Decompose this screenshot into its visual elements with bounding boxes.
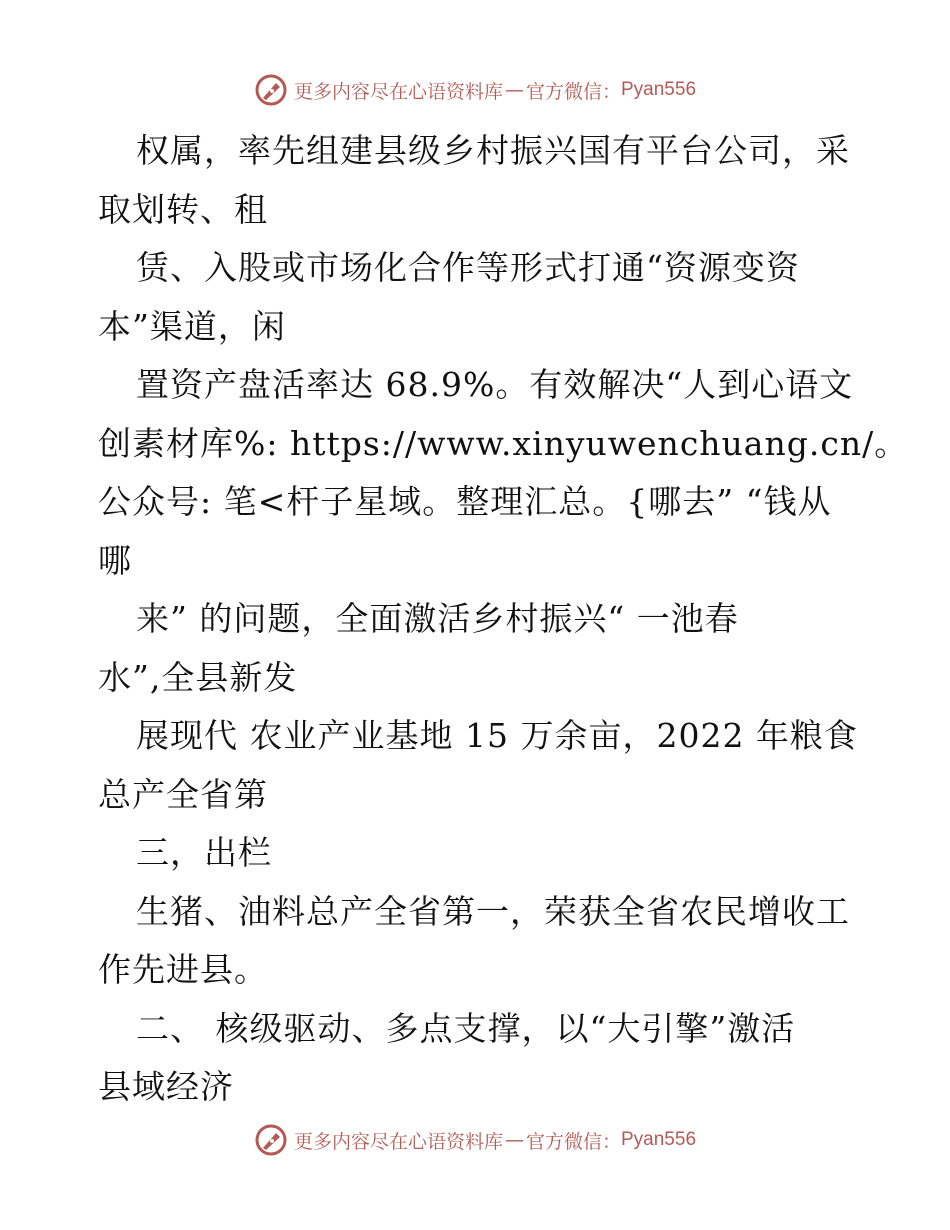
text-line: 三，出栏 xyxy=(136,833,272,872)
banner-wechat-id: Pyan556 xyxy=(621,79,697,100)
document-body xyxy=(98,122,909,1117)
text-line: 创素材库%: https://www.xinyuwenchuang.cn/。 xyxy=(98,423,909,463)
text-line: 权属，率先组建县级乡村振兴国有平台公司，采 xyxy=(136,131,850,170)
text-line: 置资产盘活率达 68.9%。有效解决“人到心语文 xyxy=(136,365,854,404)
text-line: 来” 的问题，全面激活乡村振兴“ 一池春 xyxy=(136,599,739,638)
banner-wechat-label: 官方微信： xyxy=(525,1130,621,1153)
text-line: 县域经济 xyxy=(98,1067,234,1106)
banner-wechat-id: Pyan556 xyxy=(621,1129,697,1150)
text-line: 本”渠道，闲 xyxy=(98,306,286,346)
text-line: 公众号: 笔<杆子星域。整理汇总。{哪去” “钱从 xyxy=(98,482,832,521)
text-line: 展现代 农业产业基地 15 万余亩，2022 年粮食 xyxy=(136,716,858,755)
banner-wechat-label: 官方微信： xyxy=(525,80,621,103)
text-line: 二、 核级驱动、多点支撑，以“大引擎”激活 xyxy=(136,1008,796,1048)
pen-nib-logo-icon xyxy=(254,73,288,107)
banner-separator: — xyxy=(504,1129,524,1151)
text-line: 总产全省第 xyxy=(98,774,268,814)
footer-banner xyxy=(0,1120,950,1160)
banner-text: 更多内容尽在心语资料库 xyxy=(293,1130,503,1153)
text-line: 水”,全县新发 xyxy=(98,657,298,697)
header-banner xyxy=(0,70,950,110)
text-line: 哪 xyxy=(98,540,132,580)
text-line: 取划转、租 xyxy=(98,189,268,229)
text-line: 生猪、油料总产全省第一，荣获全省农民增收工 xyxy=(136,891,850,931)
pen-nib-logo-icon xyxy=(254,1123,288,1157)
text-line: 作先进县。 xyxy=(98,950,268,989)
banner-separator: — xyxy=(504,79,524,101)
banner-text: 更多内容尽在心语资料库 xyxy=(293,80,503,103)
text-line: 赁、入股或市场化合作等形式打通“资源变资 xyxy=(136,248,800,287)
